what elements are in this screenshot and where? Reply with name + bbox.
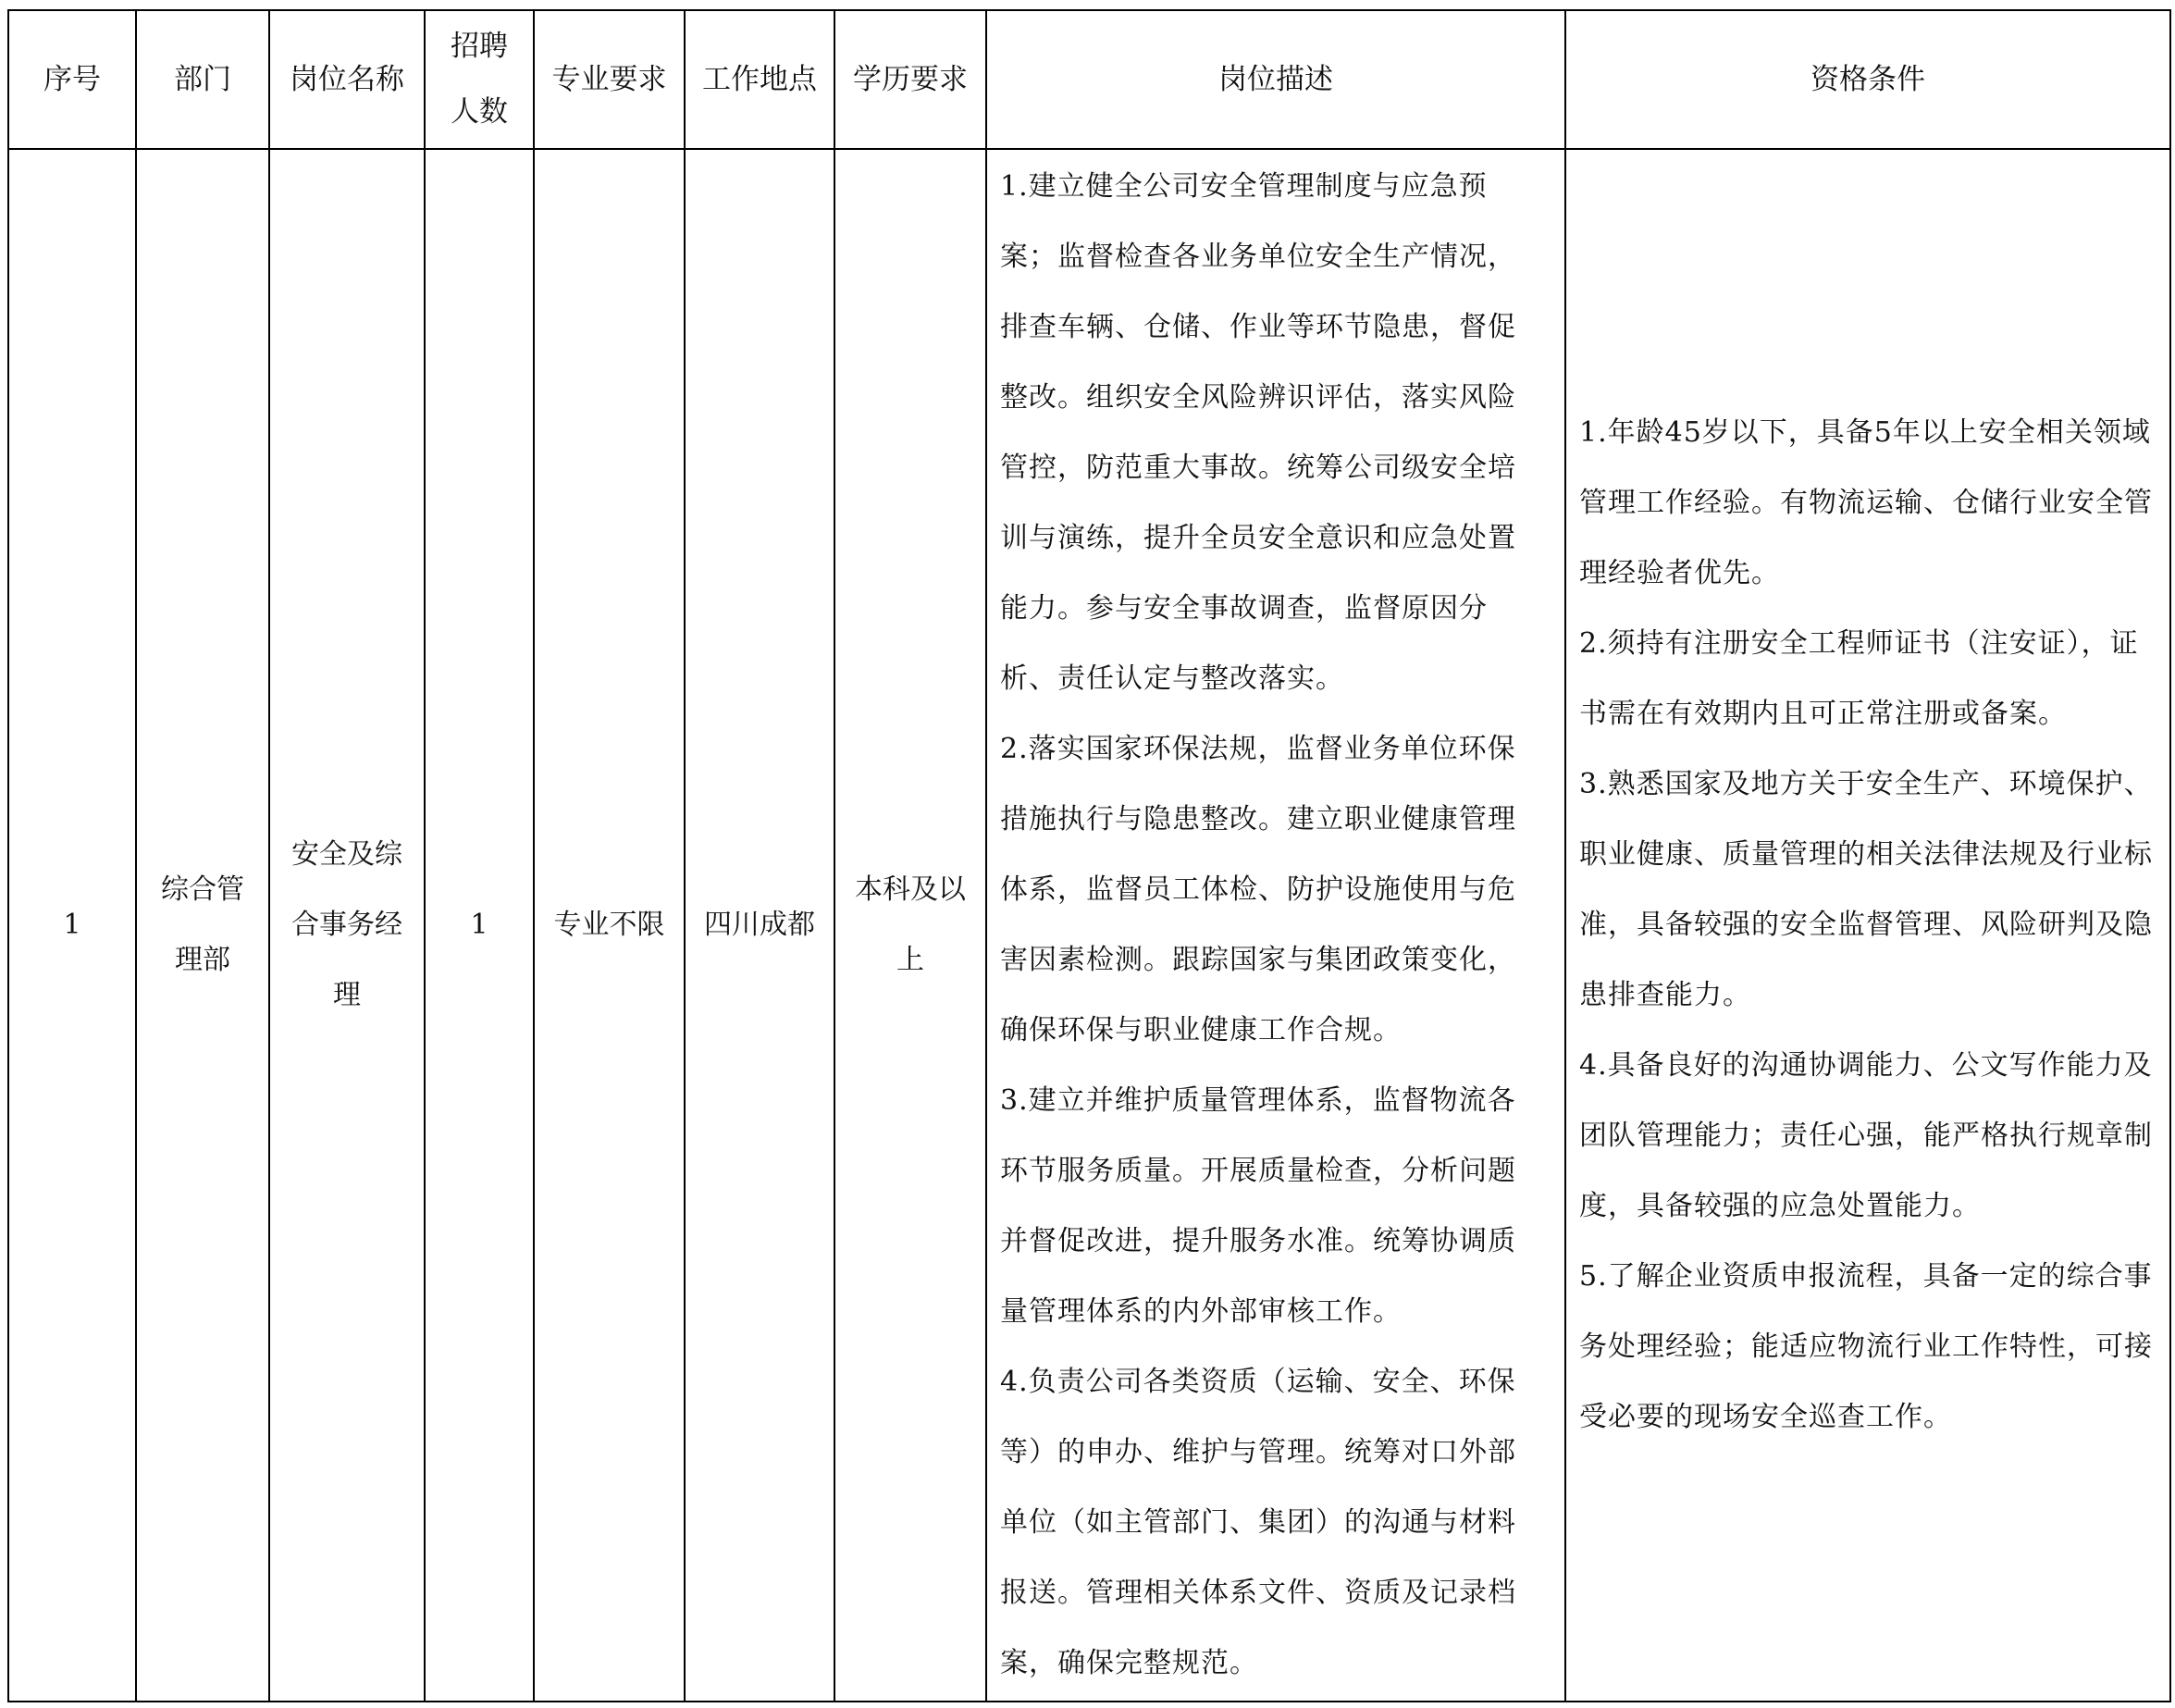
cell-count: 1 <box>425 149 534 1702</box>
header-location: 工作地点 <box>685 10 834 149</box>
header-index: 序号 <box>8 10 136 149</box>
description-item: 3.建立并维护质量管理体系，监督物流各环节服务质量。开展质量检查，分析问题并督促改进，提升服务水准。统筹协调质量管理体系的内外部审核工作。 <box>1000 1084 1516 1328</box>
qualification-item: 2.须持有注册安全工程师证书（注安证），证书需在有效期内且可正常注册或备案。 <box>1579 627 2139 730</box>
document-page <box>7 9 2169 1702</box>
table-row <box>8 149 2170 1702</box>
description-item: 1.建立健全公司安全管理制度与应急预案；监督检查各业务单位安全生产情况，排查车辆、仓储、作业等环节隐患，督促整改。组织安全风险辨识评估，落实风险管控，防范重大事故。统筹公司级安全培训与演练，提升全员安全意识和应急处置能力。参与安全事故调查，监督原因分析、责任认定与整改落实。 <box>1000 170 1516 695</box>
cell-major: 专业不限 <box>534 149 685 1702</box>
cell-position: 安全及综 合事务经 理 <box>269 149 425 1702</box>
cell-education: 本科及以 上 <box>834 149 986 1702</box>
header-description: 岗位描述 <box>986 10 1565 149</box>
description-item: 4.负责公司各类资质（运输、安全、环保等）的申办、维护与管理。统筹对口外部单位（如主管部门、集团）的沟通与材料报送。管理相关体系文件、资质及记录档案，确保完整规范。 <box>1000 1366 1516 1679</box>
header-qualifications: 资格条件 <box>1565 10 2170 149</box>
job-table <box>7 9 2171 1702</box>
qualification-item: 4.具备良好的沟通协调能力、公文写作能力及团队管理能力；责任心强，能严格执行规章制度，具备较强的应急处置能力。 <box>1579 1049 2153 1222</box>
header-count: 招聘 人数 <box>425 10 534 149</box>
header-row <box>8 10 2170 149</box>
cell-index: 1 <box>8 149 136 1702</box>
cell-description <box>986 149 1565 1702</box>
cell-qualifications <box>1565 149 2170 1702</box>
qualification-item: 1.年龄45岁以下，具备5年以上安全相关领域管理工作经验。有物流运输、仓储行业安全管理经验者优先。 <box>1579 416 2153 589</box>
qualification-item: 5.了解企业资质申报流程，具备一定的综合事务处理经验；能适应物流行业工作特性，可接受必要的现场安全巡查工作。 <box>1579 1260 2153 1433</box>
header-position: 岗位名称 <box>269 10 425 149</box>
header-major: 专业要求 <box>534 10 685 149</box>
description-item: 2.落实国家环保法规，监督业务单位环保措施执行与隐患整改。建立职业健康管理体系，监督员工体检、防护设施使用与危害因素检测。跟踪国家与集团政策变化，确保环保与职业健康工作合规。 <box>1000 733 1516 1046</box>
qualification-item: 3.熟悉国家及地方关于安全生产、环境保护、职业健康、质量管理的相关法律法规及行业标准，具备较强的安全监督管理、风险研判及隐患排查能力。 <box>1579 768 2153 1011</box>
cell-department: 综合管 理部 <box>136 149 269 1702</box>
header-education: 学历要求 <box>834 10 986 149</box>
cell-location: 四川成都 <box>685 149 834 1702</box>
header-department: 部门 <box>136 10 269 149</box>
